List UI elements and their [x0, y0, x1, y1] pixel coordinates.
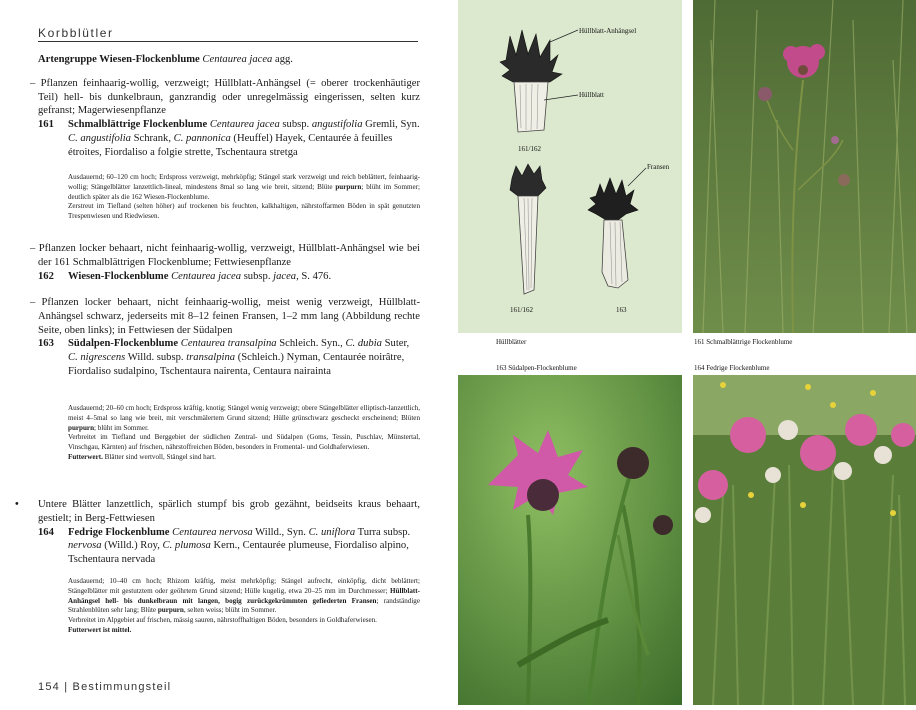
- key-item-2: – Pflanzen locker behaart, nicht feinhaarig-wollig, verzweigt, Hüllblatt-Anhängsel wie bei der 161 Schmalblättrigen Flockenblume; Fettwiesenpflanze: [30, 243, 421, 268]
- header-rule: [38, 41, 418, 42]
- running-head: Korbblütler: [38, 26, 114, 40]
- species-163-heading: 163 Südalpen-Flockenblume Centaurea transalpina Schleich. Syn., C. dubia Suter, C. nigrescens Willd. subsp. transalpina (Schleich.) Nyman, Centaurée noirâtre, Fiordaliso sudalpino, Tschentaura nairenta, Centaura nairainta: [38, 338, 410, 377]
- text-block-1: [30, 53, 420, 160]
- photo-164-image: [693, 375, 916, 705]
- page-footer: 154 | Bestimmungsteil: [38, 681, 172, 693]
- label-fransen: Fransen: [647, 163, 670, 171]
- caption-huellblaetter: Hüllblätter: [496, 338, 527, 346]
- caption-164: 164 Fedrige Flockenblume: [694, 364, 770, 372]
- key-item-3: – Pflanzen locker behaart, nicht feinhaarig-wollig, meist wenig verzweigt, Hüllblatt-Anhängsel schwarz, jederseits mit 8–12 feinen Fransen, 1–2 mm lang (Abbildung rechte Seite, oben links); in Fettwiesen der Südalpen: [30, 297, 420, 336]
- caption-163: 163 Südalpen-Flockenblume: [496, 364, 577, 372]
- left-page: [0, 0, 458, 705]
- photo-164: [693, 375, 916, 705]
- species-161-description: Ausdauernd; 60–120 cm hoch; Erdspross verzweigt, mehrköpfig; Stängel stark verzweigt und reich beblättert, feinhaarig-wollig; Stängelblätter lanzettlich-lineal, mindestens 8mal so lang wie breit, sitzend; Blüte purpurn; blüht im Sommer; deutlich später als die 162 Wiesen-Flockenblume. Zerstreut im Tiefland (selten höher) auf trockenen bis feuchten, kalkhaltigen, nährstoffarmen Böden in spät genutzten Trespenwiesen und Riedwiesen.: [68, 173, 420, 221]
- group-heading: Artengruppe Wiesen-Flockenblume Centaurea jacea agg.: [38, 54, 293, 65]
- right-page: [458, 0, 916, 705]
- figure-number-161-162-a: 161/162: [518, 145, 541, 153]
- species-162-heading: 162 Wiesen-Flockenblume Centaurea jacea subsp. jacea, S. 476.: [38, 270, 332, 282]
- species-161-heading: 161 Schmalblättrige Flockenblume Centaurea jacea subsp. angustifolia Gremli, Syn. C. angustifolia Schrank, C. pannonica (Heuffel) Hayek, Centaurée à feuilles étroites, Fiordaliso a folgie strette, Tschentaura stretga: [38, 119, 420, 158]
- key-item-4: • Untere Blätter lanzettlich, spärlich stumpf bis grob gezähnt, beidseits kraus behaart, gestielt; in Berg-Fettwiesen: [15, 499, 420, 524]
- label-huellblatt: Hüllblatt: [579, 91, 604, 99]
- species-164-heading: 164 Fedrige Flockenblume Centaurea nervosa Willd., Syn. C. uniflora Turra subsp. nervosa (Willd.) Roy, C. plumosa Kern., Centaurée plumeuse, Fiordaliso alpino, Tschentaura nervada: [38, 526, 411, 566]
- leader-line-huellblatt: [544, 95, 578, 100]
- species-163-description: Ausdauernd; 20–60 cm hoch; Erdspross kräftig, knotig; Stängel wenig verzweigt; obere Stängelblätter elliptisch-lanzettlich, meist 4–5mal so lang wie breit, mit verschmälertem Grund sitzend; Hülle grünschwarz gescheckt erscheinend; Blüten purpurn; blüht im Sommer. Verbreitet im Tiefland und Berggebiet der südlichen Zentral- und Südalpen (Goms, Tessin, Puschlav, Münstertal, Vinschgau, Kärnten) auf frischen, nährstoffreichen Böden, besonders in Fromental- und Goldhaferwiesen. Futterwert. Blätter sind wertvoll, Stängel sind hart.: [68, 404, 420, 461]
- bract-drawing-161-162-b: [510, 164, 546, 294]
- text-block-4: [15, 498, 420, 567]
- photo-163: [458, 375, 682, 705]
- caption-161: 161 Schmalblättrige Flockenblume: [694, 338, 793, 346]
- label-anhaengsel: Hüllblatt-Anhängsel: [579, 27, 637, 35]
- key-item-1: – Pflanzen feinhaarig-wollig, verzweigt; Hüllblatt-Anhängsel (= oberer trockenhäutiger Teil) hell- bis dunkelbraun, ganzrandig oder unregelmässig eingerissen, selten kurz gefranst; Magerwiesenpflanze: [30, 77, 420, 117]
- photo-161-image: [693, 0, 916, 333]
- bract-drawing-161-162-a: [500, 30, 562, 132]
- text-block-2: [30, 242, 421, 283]
- leader-line-fransen: [628, 168, 646, 186]
- photo-163-image: [458, 375, 682, 705]
- leader-line-anhaengsel: [550, 30, 578, 42]
- figure-number-163: 163: [616, 306, 627, 314]
- text-block-3: [30, 296, 420, 379]
- illustration-panel: [458, 0, 682, 333]
- species-164-description: Ausdauernd; 10–40 cm hoch; Rhizom kräftig, meist mehrköpfig; Stängel aufrecht, einköpfig, dicht beblättert; Stängelblätter mit gestutztem oder geöhrtem Grund sitzend; Hülle kugelig, etwa 20–25 mm im Durchmesser; Hüllblatt-Anhängsel hell- bis dunkelbraun mit langen, bogig zurückgekrümmten gefiederten Fransen; randständige Strahlenblüten sehr lang; Blüte purpurn, selten weiss; blüht im Sommer. Verbreitet im Alpgebiet auf frischen, mässig sauren, nährstoffhaltigen Böden, besonders in Goldhaferwiesen. Futterwert ist mittel.: [68, 577, 420, 634]
- bract-drawing-163: [588, 178, 638, 288]
- photo-161: [693, 0, 916, 333]
- figure-number-161-162-b: 161/162: [510, 306, 533, 314]
